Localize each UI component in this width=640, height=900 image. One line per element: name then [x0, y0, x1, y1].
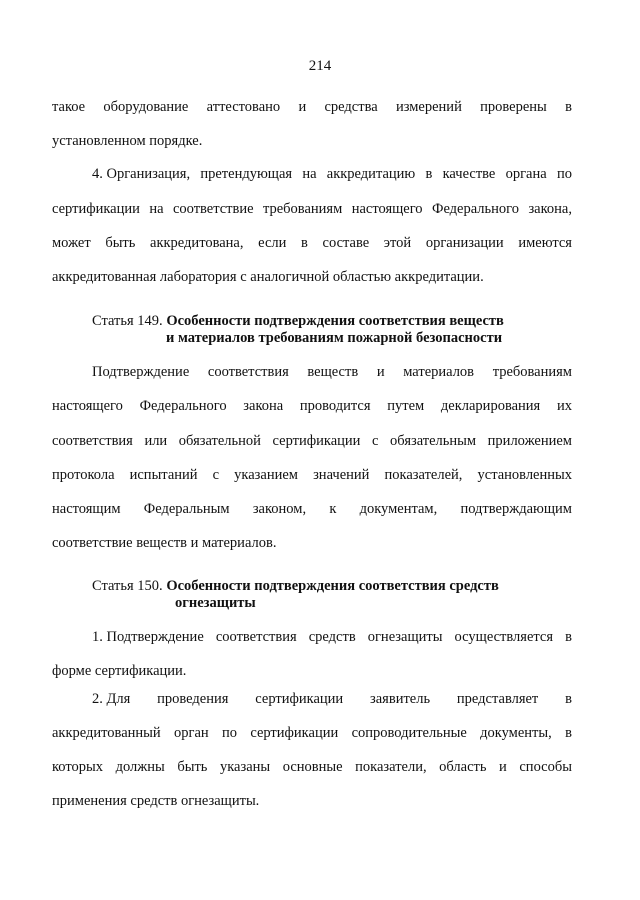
article-150-heading-line2	[175, 596, 256, 611]
word: законом,	[252, 501, 307, 517]
word: которых	[52, 759, 104, 775]
article-149-heading	[92, 314, 504, 329]
word: сертификации	[52, 201, 140, 217]
word: соответствия	[52, 433, 133, 449]
word: проверены	[480, 99, 547, 115]
text-line	[92, 365, 572, 380]
word: и	[376, 364, 385, 380]
word: осуществляется	[454, 629, 554, 645]
article-150-title-line2: огнезащиты	[175, 595, 256, 611]
word: приложением	[487, 433, 572, 449]
word: Федеральным	[143, 501, 230, 517]
word: на	[302, 166, 317, 182]
word: в	[425, 166, 433, 182]
word: средств	[308, 629, 356, 645]
word: в	[301, 235, 308, 251]
text-line	[52, 399, 572, 414]
text-line	[52, 760, 572, 775]
word: обязательной	[178, 433, 261, 449]
article-149-heading-line2	[166, 331, 502, 346]
word: требованиям	[492, 364, 572, 380]
text-line	[52, 100, 572, 115]
word: закона	[243, 398, 284, 414]
text-line: применения средств огнезащиты.	[52, 793, 260, 809]
word: огнезащиты	[367, 629, 443, 645]
article-150-prefix: Статья 150.	[92, 578, 163, 594]
word: веществ	[307, 364, 359, 380]
word: сертификации	[250, 725, 339, 741]
word: этой	[383, 235, 412, 251]
word: проведения	[157, 691, 229, 707]
page-number: 214	[308, 58, 332, 74]
word: представляет	[456, 691, 539, 707]
text-line	[52, 502, 572, 517]
word: или	[144, 433, 168, 449]
word: быть	[177, 759, 208, 775]
word: показателей,	[384, 467, 463, 483]
word: проводится	[299, 398, 371, 414]
word: в	[565, 629, 572, 645]
word: Федерального	[431, 201, 520, 217]
article-150-title-line1: Особенности подтверждения соответствия средств	[166, 578, 499, 594]
word: аккредитованный	[52, 725, 161, 741]
word: с	[212, 467, 220, 483]
article-149-title-line1: Особенности подтверждения соответствия веществ	[166, 313, 504, 329]
word: их	[556, 398, 572, 414]
word: в	[565, 725, 572, 741]
text-line	[92, 630, 572, 645]
word: и	[298, 99, 307, 115]
text-line	[92, 167, 572, 182]
word: в	[565, 99, 572, 115]
word: если	[258, 235, 287, 251]
text-line: форме сертификации.	[52, 663, 187, 679]
word: организации	[425, 235, 504, 251]
word: аттестовано	[206, 99, 281, 115]
word: 1. Подтверждение	[92, 629, 204, 645]
word: способы	[519, 759, 572, 775]
word: сертификации	[272, 433, 361, 449]
word: значений	[313, 467, 370, 483]
word: документам,	[359, 501, 438, 517]
word: путем	[387, 398, 425, 414]
word: заявитель	[370, 691, 431, 707]
word: органа	[505, 166, 547, 182]
article-149-title-line2: и материалов требованиям пожарной безопасности	[166, 330, 503, 346]
word: материалов	[403, 364, 475, 380]
word: аккредитацию	[326, 166, 416, 182]
word: средства	[324, 99, 378, 115]
word: соответствие	[172, 201, 254, 217]
word: с	[372, 433, 379, 449]
word: настоящего	[52, 398, 123, 414]
word: составе	[322, 235, 370, 251]
word: соответствия	[207, 364, 289, 380]
word: быть	[105, 235, 136, 251]
word: должны	[115, 759, 165, 775]
word: указанием	[234, 467, 298, 483]
text-line	[92, 692, 572, 707]
article-149-prefix: Статья 149.	[92, 313, 163, 329]
word: сертификации	[255, 691, 344, 707]
word: закона,	[528, 201, 572, 217]
word: основные	[282, 759, 343, 775]
word: претендующая	[200, 166, 293, 182]
word: показатели,	[355, 759, 427, 775]
word: в	[565, 691, 572, 707]
text-line	[52, 434, 572, 449]
word: 4. Организация,	[92, 166, 191, 182]
word: по	[556, 166, 572, 182]
word: требованиям	[262, 201, 343, 217]
word: область	[439, 759, 487, 775]
word: орган	[174, 725, 209, 741]
word: имеются	[518, 235, 572, 251]
word: к	[329, 501, 337, 517]
word: сопроводительные	[351, 725, 467, 741]
word: настоящим	[52, 501, 121, 517]
text-line: аккредитованная лаборатория с аналогичной областью аккредитации.	[52, 269, 484, 285]
word: настоящего	[351, 201, 423, 217]
word: качестве	[442, 166, 496, 182]
word: обязательным	[390, 433, 477, 449]
word: оборудование	[103, 99, 189, 115]
word: может	[52, 235, 91, 251]
word: такое	[52, 99, 86, 115]
word: и	[499, 759, 507, 775]
text-line: установленном порядке.	[52, 133, 203, 149]
word: протокола	[52, 467, 115, 483]
word: декларирования	[440, 398, 541, 414]
word: Подтверждение	[92, 364, 190, 380]
word: Федерального	[139, 398, 227, 414]
word: на	[149, 201, 164, 217]
text-line	[52, 468, 572, 483]
word: аккредитована,	[150, 235, 244, 251]
word: соответствия	[215, 629, 297, 645]
word: подтверждающим	[460, 501, 572, 517]
word: испытаний	[129, 467, 198, 483]
text-line: соответствие веществ и материалов.	[52, 535, 277, 551]
text-line	[52, 202, 572, 217]
word: документы,	[480, 725, 552, 741]
word: 2. Для	[92, 691, 131, 707]
word: указаны	[219, 759, 271, 775]
article-150-heading	[92, 579, 499, 594]
word: измерений	[395, 99, 462, 115]
word: установленных	[477, 467, 572, 483]
word: по	[221, 725, 237, 741]
text-line	[52, 236, 572, 251]
text-line	[52, 726, 572, 741]
